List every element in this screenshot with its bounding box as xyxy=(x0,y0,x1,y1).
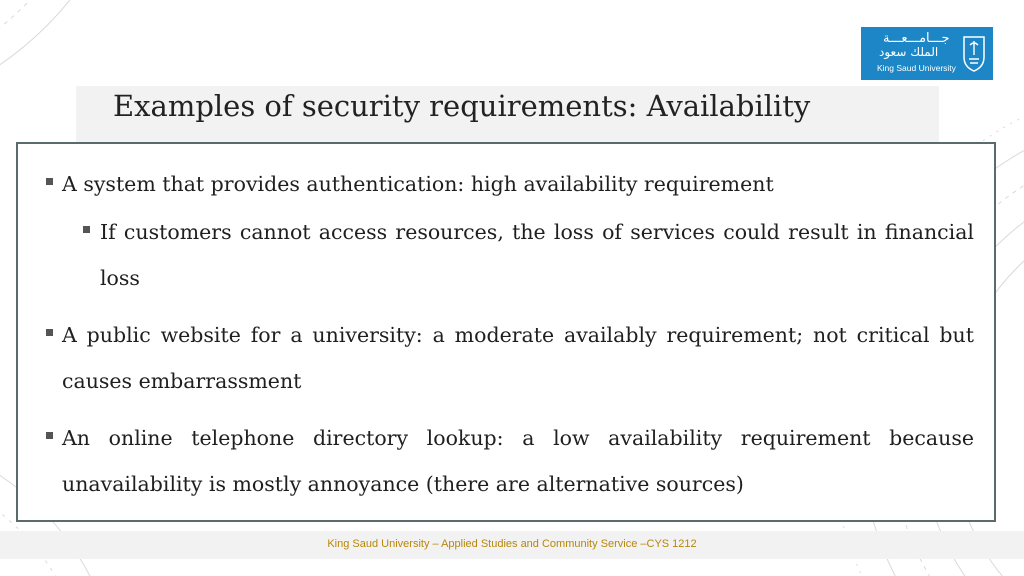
logo-arabic-line2: الملك سعود xyxy=(879,45,939,59)
square-bullet-icon xyxy=(83,226,90,233)
university-logo xyxy=(861,27,993,80)
bullet-text: A system that provides authentication: high availability requirement xyxy=(62,172,774,196)
university-emblem-icon xyxy=(961,33,987,73)
slide-title: Examples of security requirements: Availability xyxy=(113,89,811,123)
content-frame xyxy=(16,142,996,522)
bullet-item xyxy=(62,161,974,207)
square-bullet-icon xyxy=(46,178,53,185)
bullet-text: If customers cannot access resources, the loss of services could result in financial loss xyxy=(100,220,974,290)
logo-english-name: King Saud University xyxy=(877,63,956,73)
square-bullet-icon xyxy=(46,329,53,336)
bullet-item xyxy=(62,312,974,404)
bullet-text: A public website for a university: a moderate availably requirement; not critical but causes embarrassment xyxy=(62,323,974,393)
footer-text: King Saud University – Applied Studies and Community Service –CYS 1212 xyxy=(327,538,697,550)
sub-bullet-item xyxy=(100,209,974,301)
square-bullet-icon xyxy=(46,432,53,439)
bullet-item xyxy=(62,415,974,507)
bullet-text: An online telephone directory lookup: a low availability requirement because unavailability is mostly annoyance (there are alternative sources) xyxy=(62,426,974,496)
logo-arabic-line1: جـــامـــعـــة xyxy=(883,31,950,46)
